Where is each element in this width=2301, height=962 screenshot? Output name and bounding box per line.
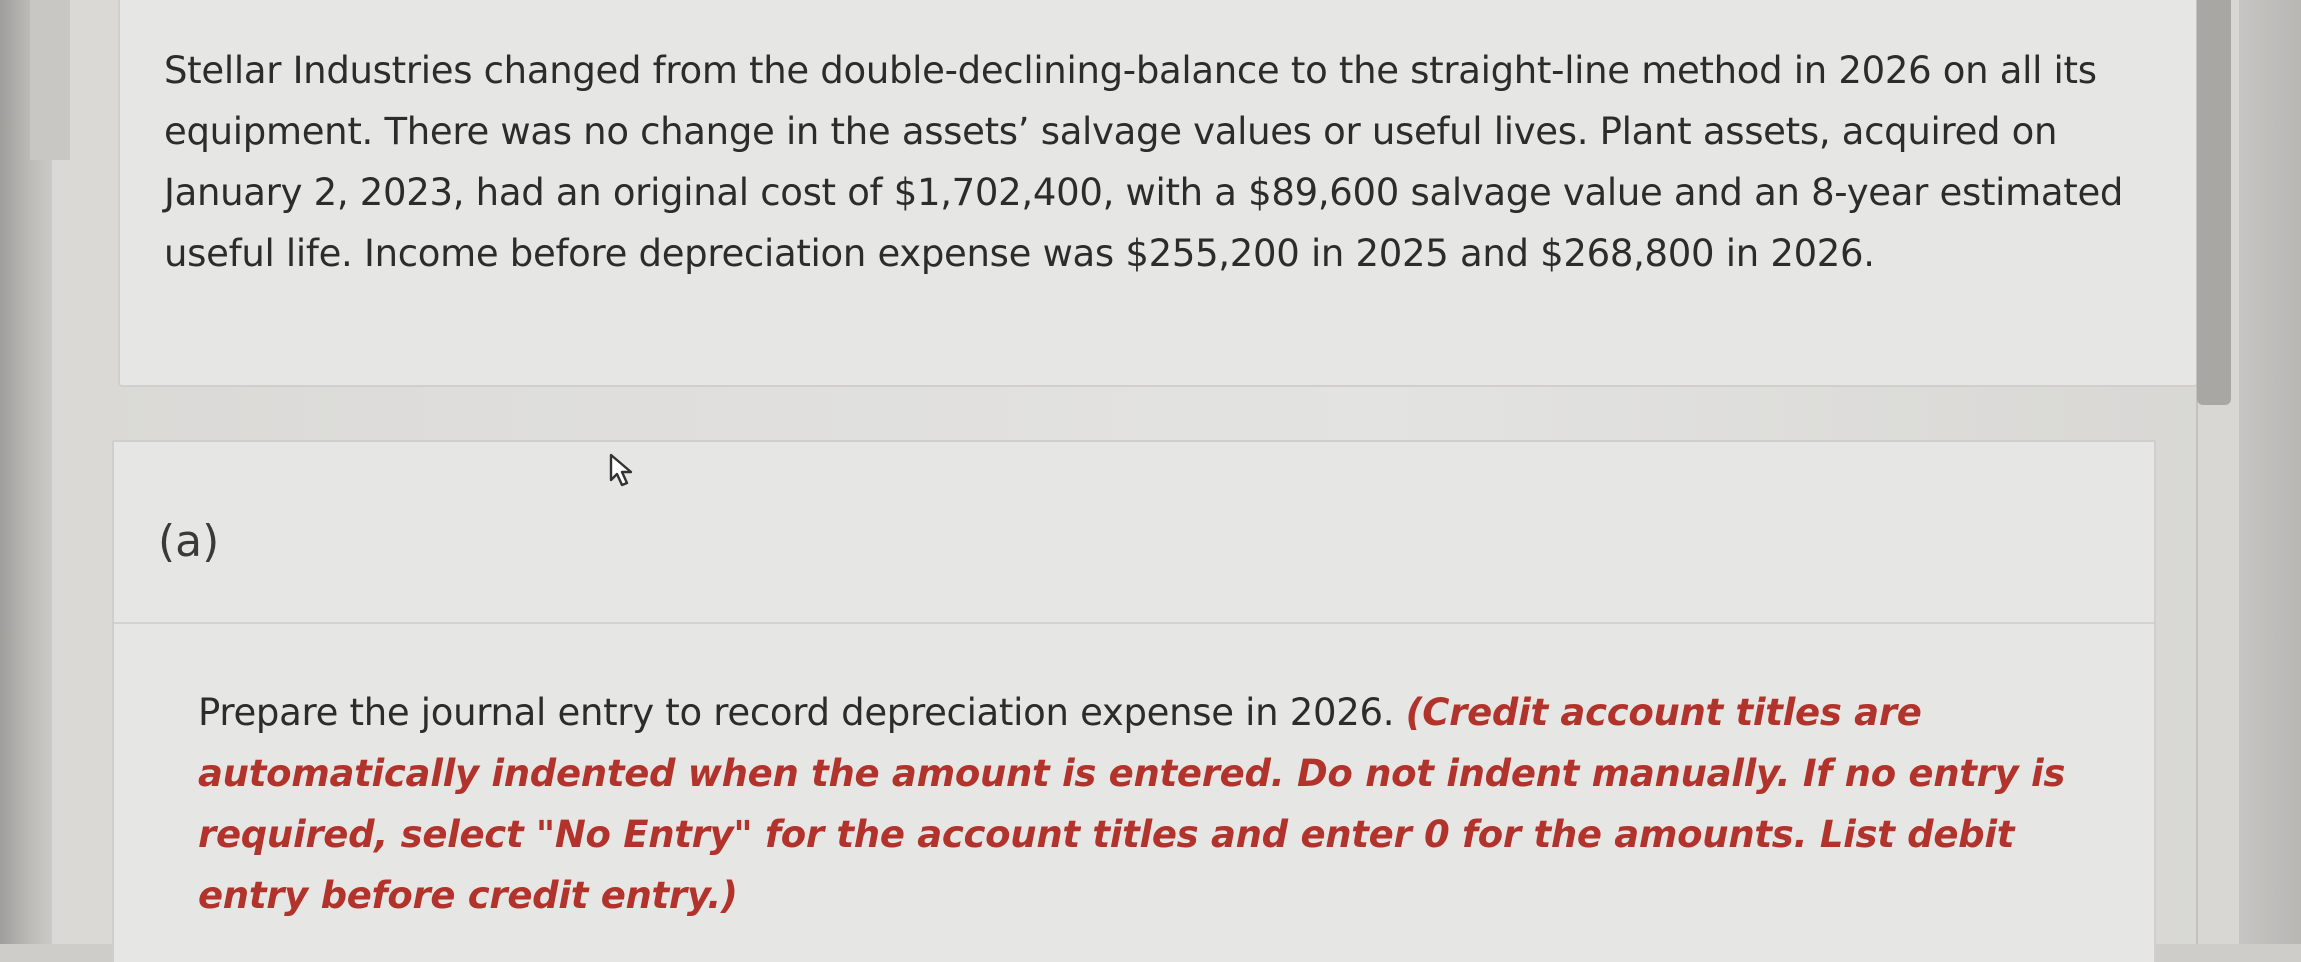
problem-statement-card: [118, 0, 2198, 387]
problem-text: Stellar Industries changed from the double-declining-balance to the straight-line method in 2026 on all its equipment. There was no change in the assets’ salvage values or useful lives. Plant assets, acquired on January 2, 2023, had an original cost of $1,702,400, with a $89,600 salvage value and an 8-year estimated useful life. Income before depreciation expense was $255,200 in 2025 and $268,800 in 2026.: [164, 49, 2124, 275]
right-panel-edge: [2239, 0, 2301, 944]
mouse-pointer-icon: [608, 452, 638, 488]
scrollbar-thumb[interactable]: [2197, 0, 2231, 405]
part-a-instructions: [198, 682, 2118, 926]
part-a-label: (a): [158, 516, 220, 567]
part-a-card: [112, 440, 2156, 962]
instruction-note: (Credit account titles are automatically indented when the amount is entered. Do not indent manually. If no entry is required, select "No Entry" for the account titles and enter 0 for the amounts. List debit entry before credit entry.): [198, 691, 2066, 917]
part-a-header[interactable]: [114, 442, 2154, 624]
instruction-text: Prepare the journal entry to record depreciation expense in 2026.: [198, 691, 1395, 734]
left-panel-notch: [30, 0, 70, 160]
